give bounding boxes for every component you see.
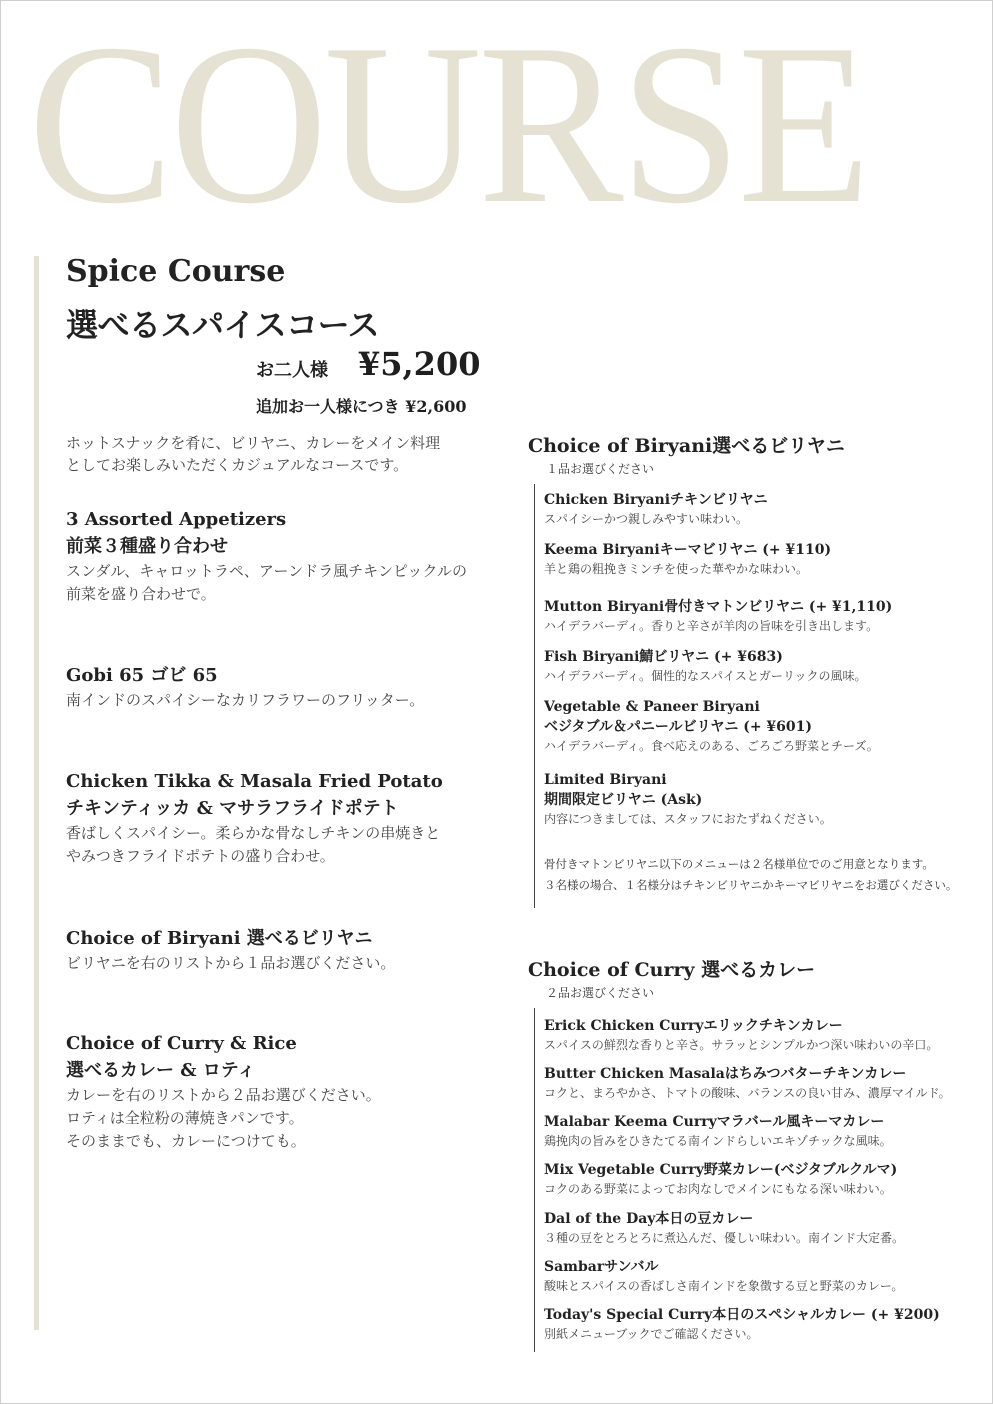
biryani-desc: ハイデラバーディ。個性的なスパイスとガーリックの風味。 <box>544 669 867 683</box>
item-title: Choice of Biryani 選べるビリヤニ <box>66 928 373 949</box>
biryani-desc: ハイデラバーディ。香りと辛さが羊肉の旨味を引き出します。 <box>544 619 879 633</box>
item-desc: ロティは全粒粉の薄焼きパンです。 <box>66 1109 304 1127</box>
biryani-note <box>544 854 957 896</box>
curry-name: Today's Special Curry本日のスペシャルカレー (+ ¥200) <box>544 1307 940 1323</box>
curry-item <box>544 1209 964 1247</box>
curry-desc: 鶏挽肉の旨みをひきたてる南インドらしいエキゾチックな風味。 <box>544 1134 892 1148</box>
biryani-item <box>544 647 964 685</box>
item-title-ja: 選べるカレー & ロティ <box>66 1060 256 1081</box>
curry-name: Dal of the Day本日の豆カレー <box>544 1211 754 1227</box>
biryani-section-title: Choice of Biryani選べるビリヤニ <box>528 435 845 457</box>
biryani-item <box>544 490 964 528</box>
curry-item <box>544 1112 964 1150</box>
intro-line: としてお楽しみいただくカジュアルなコースです。 <box>66 456 409 474</box>
biryani-desc: 内容につきましては、スタッフにおたずねください。 <box>544 812 832 826</box>
curry-rule <box>534 1008 535 1352</box>
biryani-name: Chicken Biryaniチキンビリヤニ <box>544 492 768 508</box>
biryani-name: Mutton Biryani骨付きマトンビリヤニ (+ ¥1,110) <box>544 599 893 615</box>
curry-name: Malabar Keema Curryマラバール風キーマカレー <box>544 1114 885 1130</box>
item-desc: ビリヤニを右のリストから１品お選びください。 <box>66 954 396 972</box>
menu-item-gobi <box>66 662 506 712</box>
biryani-name-ja: ベジタブル＆パニールビリヤニ (+ ¥601) <box>544 719 813 735</box>
curry-desc: コクと、まろやかさ、トマトの酸味、バランスの良い甘み、濃厚マイルド。 <box>544 1086 951 1100</box>
curry-desc: 酸味とスパイスの香ばしさ南インドを象徴する豆と野菜のカレー。 <box>544 1279 904 1293</box>
curry-section-title: Choice of Curry 選べるカレー <box>528 959 816 981</box>
item-title-ja: 前菜３種盛り合わせ <box>66 536 228 557</box>
item-title-ja: チキンティッカ & マサラフライドポテト <box>66 798 399 819</box>
course-intro <box>66 432 506 476</box>
item-desc: 南インドのスパイシーなカリフラワーのフリッター。 <box>66 691 425 709</box>
menu-item-chicken-tikka <box>66 768 506 868</box>
menu-item-choice-curry <box>66 1030 506 1153</box>
biryani-name-ja: 期間限定ビリヤニ (Ask) <box>544 792 703 808</box>
curry-item <box>544 1160 964 1198</box>
curry-desc: コクのある野菜によってお肉なしでメインにもなる深い味わい。 <box>544 1182 892 1196</box>
biryani-desc: スパイシーかつ親しみやすい味わい。 <box>544 512 749 526</box>
curry-name: Erick Chicken Curryエリックチキンカレー <box>544 1018 843 1034</box>
biryani-item <box>544 697 964 755</box>
curry-name: Sambarサンバル <box>544 1259 659 1275</box>
curry-desc: 別紙メニューブックでご確認ください。 <box>544 1327 759 1341</box>
biryani-name: Keema Biryaniキーマビリヤニ (+ ¥110) <box>544 542 832 558</box>
left-accent-rule <box>34 256 39 1330</box>
biryani-desc: 羊と鶏の粗挽きミンチを使った華やかな味わい。 <box>544 562 809 576</box>
curry-desc: スパイスの鮮烈な香りと辛さ。サラッとシンプルかつ深い味わいの辛口。 <box>544 1038 939 1052</box>
item-title: Chicken Tikka & Masala Fried Potato <box>66 771 443 792</box>
item-title: Gobi 65 ゴビ 65 <box>66 665 218 686</box>
note-line: ３名様の場合、１名様分はチキンビリヤニかキーマビリヤニをお選びください。 <box>544 878 958 892</box>
biryani-item <box>544 597 964 635</box>
item-desc: カレーを右のリストから２品お選びください。 <box>66 1086 381 1104</box>
additional-price: 追加お一人様につき ¥2,600 <box>256 397 467 416</box>
curry-section-sub: ２品お選びください <box>546 986 655 1000</box>
curry-section-header <box>528 956 815 1002</box>
curry-item <box>544 1064 964 1102</box>
item-title: Choice of Curry & Rice <box>66 1033 297 1054</box>
item-desc: スンダル、キャロットラペ、アーンドラ風チキンピックルの <box>66 562 467 580</box>
biryani-section-header <box>528 432 845 478</box>
curry-name: Butter Chicken Masalaはちみつバターチキンカレー <box>544 1066 907 1082</box>
curry-item <box>544 1257 964 1295</box>
menu-item-appetizers <box>66 506 506 606</box>
menu-item-choice-biryani <box>66 925 506 975</box>
biryani-item <box>544 770 964 828</box>
item-desc: 前菜を盛り合わせで。 <box>66 585 216 603</box>
curry-name: Mix Vegetable Curry野菜カレー(ベジタブルクルマ) <box>544 1162 898 1178</box>
item-desc: 香ばしくスパイシー。柔らかな骨なしチキンの串焼きと <box>66 824 441 842</box>
biryani-name: Vegetable & Paneer Biryani <box>544 699 760 715</box>
course-name-en: Spice Course <box>66 254 286 289</box>
biryani-desc: ハイデラバーディ。食べ応えのある、ごろごろ野菜とチーズ。 <box>544 739 879 753</box>
curry-desc: ３種の豆をとろとろに煮込んだ、優しい味わい。南インド大定番。 <box>544 1231 905 1245</box>
note-line: 骨付きマトンビリヤニ以下のメニューは２名様単位でのご用意となります。 <box>544 857 934 871</box>
biryani-rule <box>534 484 535 908</box>
item-desc: そのままでも、カレーにつけても。 <box>66 1132 306 1150</box>
course-name-ja: 選べるスパイスコース <box>66 306 380 344</box>
biryani-section-sub: １品お選びください <box>546 462 655 476</box>
biryani-name: Limited Biryani <box>544 772 667 788</box>
biryani-name: Fish Biryani鯖ビリヤニ (+ ¥683) <box>544 649 783 665</box>
curry-item <box>544 1305 964 1343</box>
course-price: ¥5,200 <box>358 345 481 383</box>
curry-item <box>544 1016 964 1054</box>
background-title: COURSE <box>28 0 868 251</box>
item-desc: やみつきフライドポテトの盛り合わせ。 <box>66 847 335 865</box>
price-label: お二人様 <box>256 360 328 381</box>
item-title: 3 Assorted Appetizers <box>66 509 287 530</box>
intro-line: ホットスナックを肴に、ビリヤニ、カレーをメイン料理 <box>66 434 441 452</box>
biryani-item <box>544 540 964 578</box>
